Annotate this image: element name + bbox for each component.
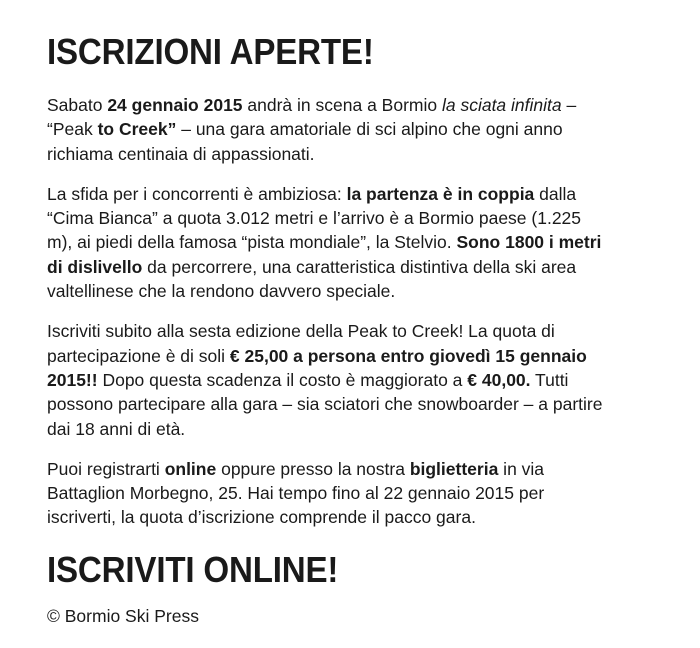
text-run: possono partecipare alla gara – sia sciatori che snowboarder – a partire <box>47 394 603 415</box>
challenge-paragraph <box>47 182 677 303</box>
text-run: da percorrere, una caratteristica distintiva della ski area <box>142 256 577 277</box>
text-run: andrà in scena a Bormio <box>242 95 442 115</box>
elevation-info-cont: di dislivello <box>47 256 143 277</box>
page-title: ISCRIZIONI APERTE! <box>47 31 374 72</box>
text-run: La sfida per i concorrenti è ambiziosa: <box>47 183 347 204</box>
text-run: “Peak <box>47 119 98 140</box>
signup-heading: ISCRIVITI ONLINE! <box>47 548 339 590</box>
event-tagline: la sciata infinita <box>441 95 562 115</box>
text-run: – una gara amatoriale di sci alpino che ogni anno <box>176 119 563 140</box>
article <box>47 32 677 628</box>
text-run: in via <box>498 458 545 479</box>
text-run: “Cima Bianca” a quota 3.012 metri e l’arrivo è a Bormio paese (1.225 <box>47 208 582 229</box>
text-run: valtellinese che la rendono davvero speciale. <box>47 281 396 302</box>
text-run: Dopo questa scadenza il costo è maggiorato a <box>97 369 468 390</box>
text-run: oppure presso la nostra <box>216 458 410 479</box>
text-run: – <box>561 95 577 115</box>
intro-paragraph <box>47 93 677 166</box>
early-fee: € 25,00 a persona entro giovedì 15 gennaio <box>229 345 587 366</box>
fee-paragraph <box>47 319 677 440</box>
text-run: dai 18 anni di età. <box>47 418 186 439</box>
text-run: Tutti <box>530 369 569 390</box>
text-run: Iscriviti subito alla sesta edizione della Peak to Creek! La quota di <box>47 321 555 342</box>
event-name-bold: to Creek” <box>97 119 177 140</box>
start-info: la partenza è in coppia <box>346 183 535 204</box>
ticket-office-option: biglietteria <box>409 458 499 479</box>
text-run: richiama centinaia di appassionati. <box>47 143 315 164</box>
copyright-notice: © Bormio Ski Press <box>47 605 199 626</box>
text-run: Puoi registrarti <box>47 458 165 479</box>
text-run: Sabato <box>47 95 108 115</box>
online-option: online <box>164 458 217 479</box>
text-run: iscriverti, la quota d’iscrizione comprende il pacco gara. <box>47 507 476 528</box>
late-fee: € 40,00. <box>467 369 531 390</box>
text-run: Battaglion Morbegno, 25. Hai tempo fino al 22 gennaio 2015 per <box>47 483 545 504</box>
text-run: dalla <box>534 183 577 204</box>
early-fee-year: 2015!! <box>47 369 98 390</box>
event-date: 24 gennaio 2015 <box>107 95 243 115</box>
text-run: partecipazione è di soli <box>47 345 230 366</box>
elevation-info: Sono 1800 i metri <box>456 232 602 253</box>
registration-paragraph <box>47 457 677 530</box>
text-run: m), ai piedi della famosa “pista mondiale”, la Stelvio. <box>47 232 457 253</box>
